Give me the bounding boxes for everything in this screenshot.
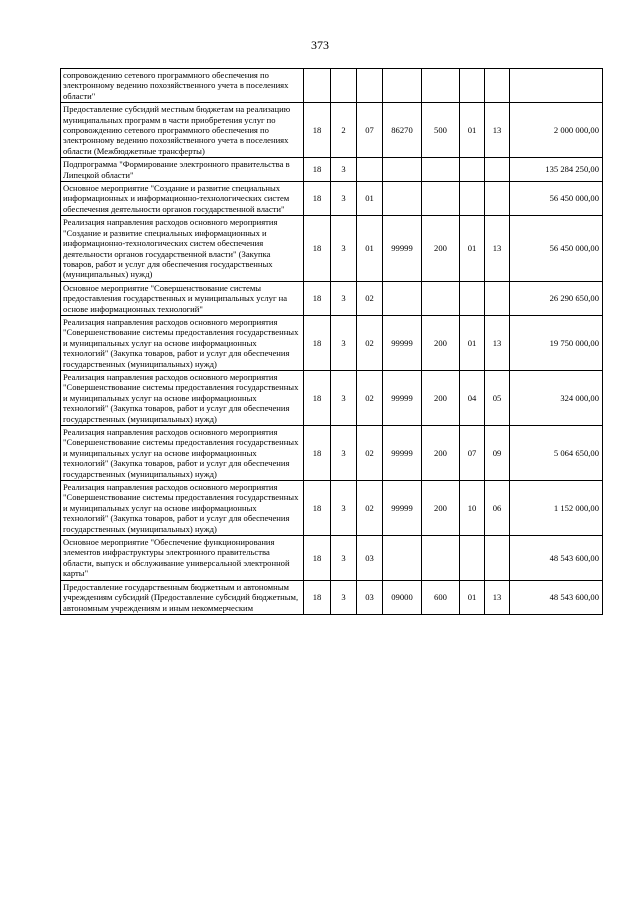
activity-code-cell: 02 (357, 370, 383, 425)
subprogram-code-cell: 3 (331, 536, 357, 581)
amount-cell: 48 543 600,00 (510, 580, 603, 614)
section-cell: 01 (460, 216, 485, 281)
subsection-cell: 13 (485, 103, 510, 158)
section-cell: 01 (460, 103, 485, 158)
description-cell: Предоставление субсидий местным бюджетам на реализацию муниципальных программ в части приобретения услуг по сопровождению сетевого программного обеспечения по электронному ведению похозяйственного учета в поселениях области (Межбюджетные трансферты) (61, 103, 304, 158)
amount-cell: 2 000 000,00 (510, 103, 603, 158)
direction-code-cell: 99999 (383, 216, 422, 281)
amount-cell: 1 152 000,00 (510, 481, 603, 536)
subprogram-code-cell: 3 (331, 481, 357, 536)
subprogram-code-cell: 3 (331, 182, 357, 216)
description-cell: Основное мероприятие "Обеспечение функционирования элементов инфраструктуры электронного правительства области, выпуск и обслуживание универсальной электронной карты" (61, 536, 304, 581)
activity-code-cell (357, 69, 383, 103)
direction-code-cell: 99999 (383, 315, 422, 370)
amount-cell: 5 064 650,00 (510, 426, 603, 481)
description-cell: Основное мероприятие "Создание и развитие специальных информационных и информационно-технологических систем обеспечения деятельности органов государственной власти" (61, 182, 304, 216)
amount-cell: 324 000,00 (510, 370, 603, 425)
expense-type-cell: 200 (422, 216, 460, 281)
expense-type-cell: 200 (422, 481, 460, 536)
activity-code-cell: 03 (357, 580, 383, 614)
table-row (61, 426, 603, 481)
subsection-cell: 09 (485, 426, 510, 481)
budget-table (60, 68, 603, 615)
table-row (61, 481, 603, 536)
expense-type-cell: 200 (422, 426, 460, 481)
expense-type-cell (422, 158, 460, 182)
description-cell: Реализация направления расходов основного мероприятия "Совершенствование системы предоставления государственных и муниципальных услуг на основе информационных технологий" (Закупка товаров, работ и услуг для обеспечения государственных (муниципальных) нужд) (61, 481, 304, 536)
activity-code-cell: 02 (357, 481, 383, 536)
expense-type-cell: 200 (422, 370, 460, 425)
amount-cell: 48 543 600,00 (510, 536, 603, 581)
subprogram-code-cell: 3 (331, 315, 357, 370)
expense-type-cell: 500 (422, 103, 460, 158)
amount-cell: 135 284 250,00 (510, 158, 603, 182)
subsection-cell (485, 182, 510, 216)
section-cell: 10 (460, 481, 485, 536)
activity-code-cell: 02 (357, 426, 383, 481)
subprogram-code-cell: 3 (331, 370, 357, 425)
subsection-cell: 13 (485, 216, 510, 281)
subprogram-code-cell: 3 (331, 580, 357, 614)
section-cell (460, 536, 485, 581)
program-code-cell (304, 69, 331, 103)
table-row (61, 281, 603, 315)
description-cell: Реализация направления расходов основного мероприятия "Совершенствование системы предоставления государственных и муниципальных услуг на основе информационных технологий" (Закупка товаров, работ и услуг для обеспечения государственных (муниципальных) нужд) (61, 426, 304, 481)
section-cell (460, 182, 485, 216)
amount-cell: 56 450 000,00 (510, 182, 603, 216)
amount-cell: 19 750 000,00 (510, 315, 603, 370)
program-code-cell: 18 (304, 216, 331, 281)
subprogram-code-cell: 3 (331, 281, 357, 315)
table-row (61, 536, 603, 581)
section-cell (460, 281, 485, 315)
subsection-cell: 13 (485, 315, 510, 370)
expense-type-cell: 200 (422, 315, 460, 370)
direction-code-cell (383, 182, 422, 216)
direction-code-cell (383, 158, 422, 182)
section-cell (460, 69, 485, 103)
subprogram-code-cell: 3 (331, 158, 357, 182)
activity-code-cell: 02 (357, 315, 383, 370)
activity-code-cell: 01 (357, 182, 383, 216)
table-row (61, 158, 603, 182)
page-number: 373 (311, 38, 329, 52)
subprogram-code-cell: 2 (331, 103, 357, 158)
description-cell: Реализация направления расходов основного мероприятия "Создание и развитие специальных информационных и информационно-технологических систем обеспечения деятельности органов государственной власти" (Закупка товаров, работ и услуг для обеспечения государственных (муниципальных) нужд) (61, 216, 304, 281)
program-code-cell: 18 (304, 103, 331, 158)
program-code-cell: 18 (304, 281, 331, 315)
subsection-cell (485, 281, 510, 315)
program-code-cell: 18 (304, 158, 331, 182)
table-row (61, 69, 603, 103)
subprogram-code-cell: 3 (331, 216, 357, 281)
program-code-cell: 18 (304, 536, 331, 581)
description-cell: Реализация направления расходов основного мероприятия "Совершенствование системы предоставления государственных и муниципальных услуг на основе информационных технологий" (Закупка товаров, работ и услуг для обеспечения государственных (муниципальных) нужд) (61, 315, 304, 370)
expense-type-cell (422, 182, 460, 216)
section-cell (460, 158, 485, 182)
subprogram-code-cell: 3 (331, 426, 357, 481)
activity-code-cell: 01 (357, 216, 383, 281)
section-cell: 04 (460, 370, 485, 425)
subsection-cell: 05 (485, 370, 510, 425)
table-row (61, 580, 603, 614)
direction-code-cell (383, 536, 422, 581)
description-cell: сопровождению сетевого программного обеспечения по электронному ведению похозяйственного учета в поселениях области" (61, 69, 304, 103)
program-code-cell: 18 (304, 426, 331, 481)
section-cell: 01 (460, 315, 485, 370)
table-row (61, 182, 603, 216)
program-code-cell: 18 (304, 370, 331, 425)
direction-code-cell: 99999 (383, 426, 422, 481)
subprogram-code-cell (331, 69, 357, 103)
table-row (61, 216, 603, 281)
activity-code-cell: 07 (357, 103, 383, 158)
expense-type-cell (422, 281, 460, 315)
expense-type-cell (422, 536, 460, 581)
amount-cell: 56 450 000,00 (510, 216, 603, 281)
direction-code-cell (383, 69, 422, 103)
expense-type-cell: 600 (422, 580, 460, 614)
direction-code-cell: 86270 (383, 103, 422, 158)
subsection-cell: 06 (485, 481, 510, 536)
activity-code-cell: 02 (357, 281, 383, 315)
table-row (61, 370, 603, 425)
section-cell: 01 (460, 580, 485, 614)
amount-cell: 26 290 650,00 (510, 281, 603, 315)
table-row (61, 315, 603, 370)
subsection-cell: 13 (485, 580, 510, 614)
activity-code-cell (357, 158, 383, 182)
direction-code-cell: 99999 (383, 370, 422, 425)
subsection-cell (485, 536, 510, 581)
expense-type-cell (422, 69, 460, 103)
activity-code-cell: 03 (357, 536, 383, 581)
amount-cell (510, 69, 603, 103)
description-cell: Предоставление государственным бюджетным и автономным учреждениям субсидий (Предоставление субсидий бюджетным, автономным учреждениям и иным некоммерческим (61, 580, 304, 614)
description-cell: Реализация направления расходов основного мероприятия "Совершенствование системы предоставления государственных и муниципальных услуг на основе информационных технологий" (Закупка товаров, работ и услуг для обеспечения государственных (муниципальных) нужд) (61, 370, 304, 425)
section-cell: 07 (460, 426, 485, 481)
subsection-cell (485, 69, 510, 103)
description-cell: Подпрограмма "Формирование электронного правительства в Липецкой области" (61, 158, 304, 182)
direction-code-cell (383, 281, 422, 315)
direction-code-cell: 09000 (383, 580, 422, 614)
program-code-cell: 18 (304, 481, 331, 536)
direction-code-cell: 99999 (383, 481, 422, 536)
program-code-cell: 18 (304, 580, 331, 614)
table-row (61, 103, 603, 158)
program-code-cell: 18 (304, 182, 331, 216)
subsection-cell (485, 158, 510, 182)
program-code-cell: 18 (304, 315, 331, 370)
description-cell: Основное мероприятие "Совершенствование системы предоставления государственных и муниципальных услуг на основе информационных технологий" (61, 281, 304, 315)
